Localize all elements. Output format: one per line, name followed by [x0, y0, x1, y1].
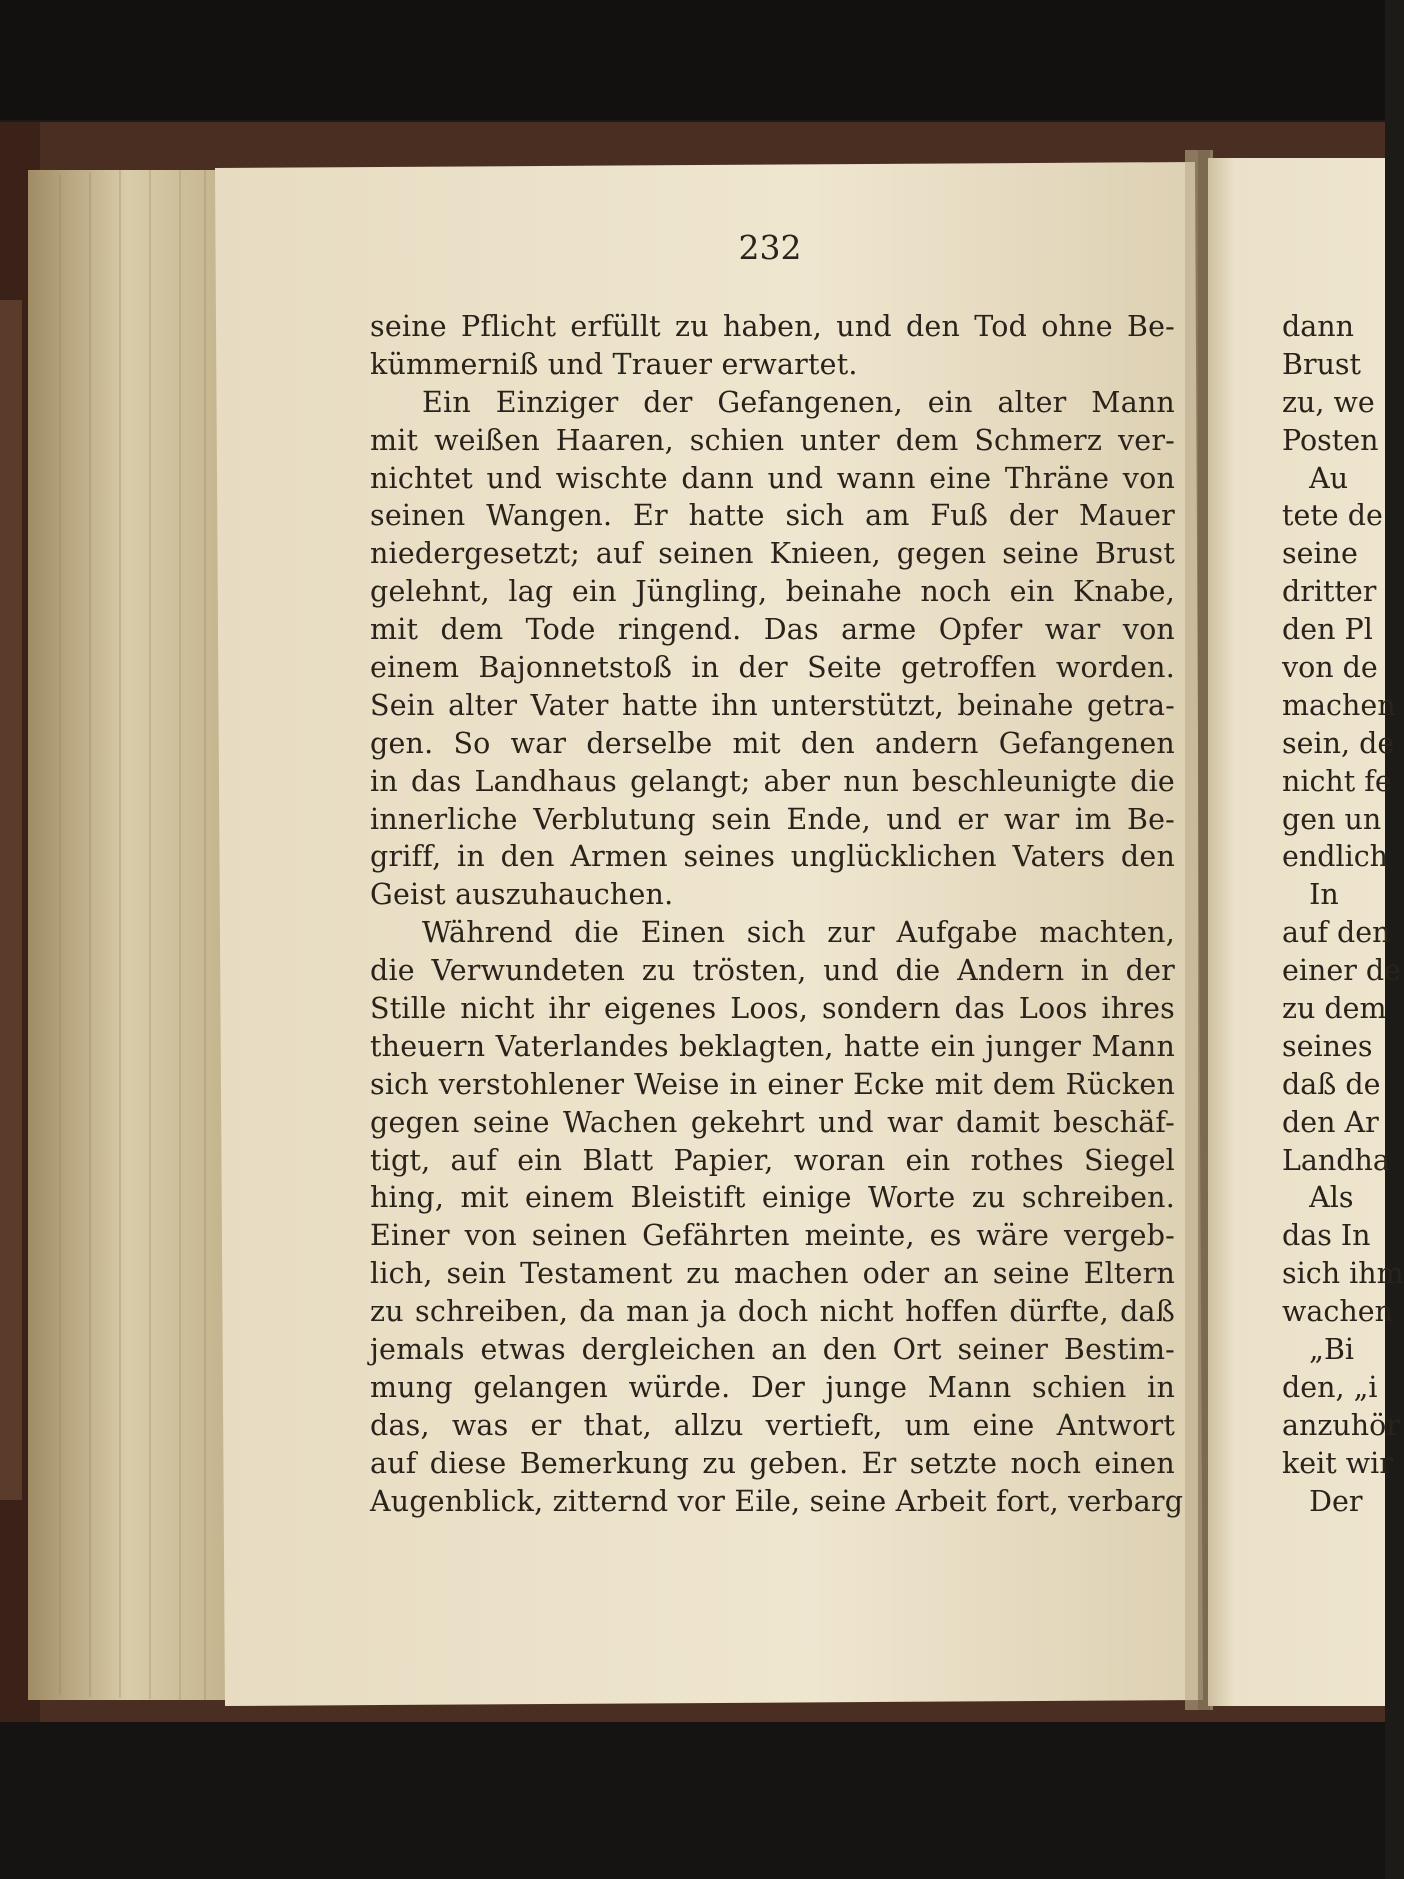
text-line: mit weißen Haaren, schien unter dem Schmerz ver- — [370, 423, 1175, 457]
next-page-line: den Pl — [1282, 613, 1373, 647]
text-line: gen. So war derselbe mit den andern Gefangenen — [370, 726, 1175, 760]
next-page-line: keit wir — [1282, 1446, 1393, 1480]
next-page-line: seine — [1282, 537, 1358, 571]
text-line: einem Bajonnetstoß in der Seite getroffen worden. — [370, 651, 1175, 685]
page-number: 232 — [738, 228, 802, 267]
next-page-line: Als — [1282, 1181, 1354, 1215]
next-page-line: In — [1282, 878, 1339, 912]
text-line: zu schreiben, da man ja doch nicht hoffen dürfte, daß — [370, 1295, 1175, 1329]
text-line: das, was er that, allzu vertieft, um eine Antwort — [370, 1408, 1175, 1442]
next-page-line: wachen — [1282, 1295, 1393, 1329]
next-page-line: sich ihm — [1282, 1257, 1404, 1291]
next-page-line: das In — [1282, 1219, 1371, 1253]
text-line: lich, sein Testament zu machen oder an seine Eltern — [370, 1257, 1175, 1291]
text-line: theuern Vaterlandes beklagten, hatte ein junger Mann — [370, 1029, 1175, 1063]
next-page-line: einer de — [1282, 954, 1401, 988]
text-line: Geist auszuhauchen. — [370, 878, 674, 912]
text-line: mit dem Tode ringend. Das arme Opfer war von — [370, 613, 1175, 647]
next-page-line: tete de — [1282, 499, 1383, 533]
text-line: niedergesetzt; auf seinen Knieen, gegen seine Brust — [370, 537, 1175, 571]
next-page-line: sein, de — [1282, 726, 1395, 760]
next-page-line: seines — [1282, 1029, 1373, 1063]
next-page-line: endlich — [1282, 840, 1389, 874]
text-line: Einer von seinen Gefährten meinte, es wäre vergeb- — [370, 1219, 1175, 1253]
next-page-line: machen — [1282, 688, 1396, 722]
text-line: in das Landhaus gelangt; aber nun beschleunigte die — [370, 764, 1175, 798]
text-line: gegen seine Wachen gekehrt und war damit beschäf- — [370, 1105, 1175, 1139]
next-page-line: dann — [1282, 310, 1354, 343]
text-line: griff, in den Armen seines unglücklichen Vaters den — [370, 840, 1175, 874]
next-page-line: zu, we — [1282, 385, 1375, 419]
text-line: hing, mit einem Bleistift einige Worte zu schreiben. — [370, 1181, 1175, 1215]
text-line: kümmerniß und Trauer erwartet. — [370, 347, 858, 381]
next-page-line: Brust — [1282, 347, 1362, 381]
next-page-line: anzuhör — [1282, 1408, 1400, 1442]
text-line: Augenblick, zitternd vor Eile, seine Arbeit fort, verbarg — [370, 1484, 1184, 1518]
text-line: sich verstohlener Weise in einer Ecke mit dem Rücken — [370, 1067, 1175, 1101]
text-line: die Verwundeten zu trösten, und die Andern in der — [370, 954, 1175, 988]
text-line: Während die Einen sich zur Aufgabe machten, — [422, 916, 1175, 950]
text-line: mung gelangen würde. Der junge Mann schien in — [370, 1370, 1175, 1404]
text-line: Ein Einziger der Gefangenen, ein alter Mann — [422, 385, 1175, 419]
text-line: gelehnt, lag ein Jüngling, beinahe noch ein Knabe, — [370, 575, 1175, 609]
next-page-line: den, „i — [1282, 1370, 1378, 1404]
next-page-line: Posten — [1282, 423, 1379, 457]
text-line: Stille nicht ihr eigenes Loos, sondern das Loos ihres — [370, 992, 1175, 1026]
page-edges — [28, 170, 228, 1700]
next-page-line: von de — [1282, 651, 1378, 685]
next-page-line: zu dem — [1282, 992, 1387, 1026]
next-page-line: auf den — [1282, 916, 1391, 950]
next-page-line: dritter — [1282, 575, 1377, 609]
next-page-line: gen un — [1282, 802, 1382, 836]
next-page-line: nicht fe — [1282, 764, 1392, 798]
next-page-line: daß de — [1282, 1067, 1381, 1101]
text-line: nichtet und wischte dann und wann eine Thräne von — [370, 461, 1175, 495]
next-page-line: Landha — [1282, 1143, 1390, 1177]
text-line: jemals etwas dergleichen an den Ort seiner Bestim- — [370, 1333, 1175, 1367]
next-page-text — [1282, 308, 1404, 1521]
next-page-line: Der — [1282, 1484, 1363, 1518]
text-line: seine Pflicht erfüllt zu haben, und den Tod ohne Be- — [370, 310, 1175, 343]
text-line: tigt, auf ein Blatt Papier, woran ein rothes Siegel — [370, 1143, 1175, 1177]
text-line: Sein alter Vater hatte ihn unterstützt, beinahe getra- — [370, 688, 1175, 722]
text-line: innerliche Verblutung sein Ende, und er war im Be- — [370, 802, 1175, 836]
next-page-line: den Ar — [1282, 1105, 1379, 1139]
next-page-line: Au — [1282, 461, 1349, 495]
page-body-text — [370, 308, 1184, 1521]
next-page-line: „Bi — [1282, 1333, 1355, 1367]
text-line: seinen Wangen. Er hatte sich am Fuß der Mauer — [370, 499, 1175, 533]
text-line: auf diese Bemerkung zu geben. Er setzte noch einen — [370, 1446, 1175, 1480]
